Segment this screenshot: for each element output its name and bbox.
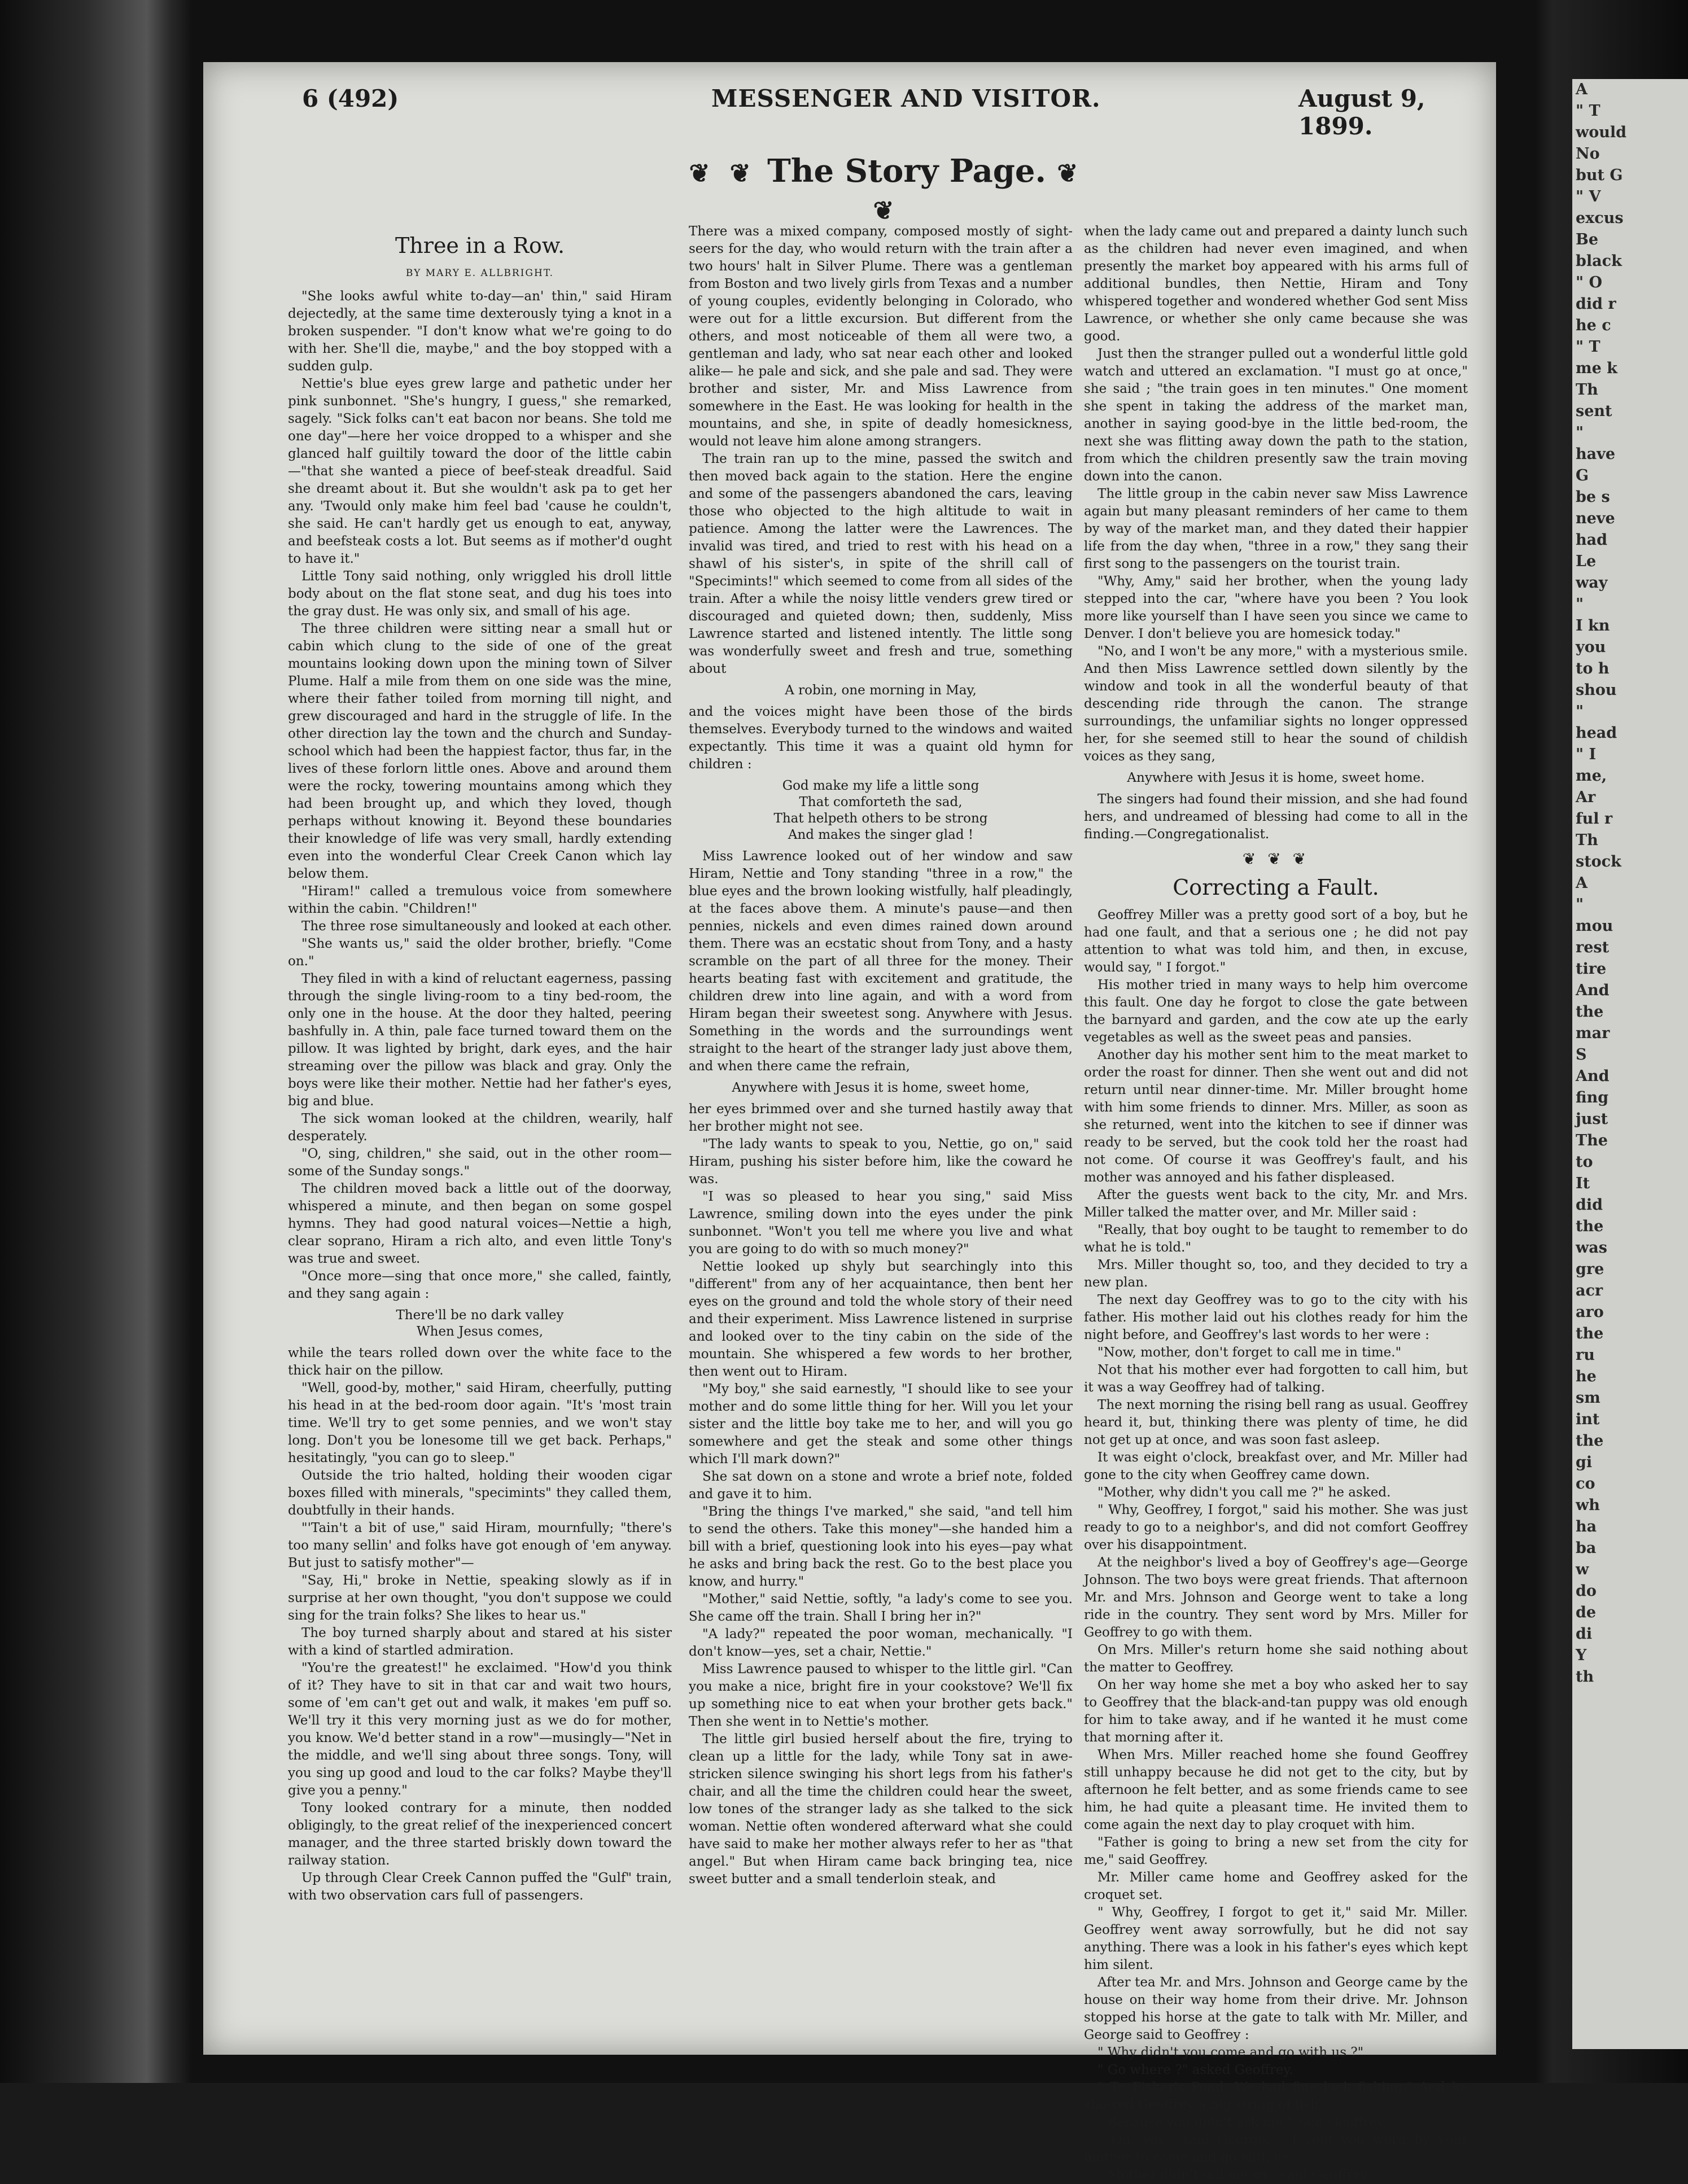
verse-line: That comforteth the sad, bbox=[799, 795, 963, 809]
paragraph: On Mrs. Miller's return home she said nothing about the matter to Geoffrey. bbox=[1084, 1643, 1468, 1675]
fragment-line: And bbox=[1576, 1067, 1610, 1085]
fragment-line: excus bbox=[1576, 209, 1624, 227]
paragraph: After the guests went back to the city, Mr. and Mrs. Miller talked the matter over, and Mr. Miller said : bbox=[1084, 1188, 1468, 1220]
paragraph: The three children were sitting near a small hut or cabin which clung to the side of one of the great mountains looking down upon the mining town of Silver Plume. Half a mile from them on one side was the mine, where their father toiled from morning till night, and grew discouraged and hard in the struggle of life. In the other direction lay the town and the church and Sunday-school which had been the happiest factor, thus far, in the lives of these forlorn little ones. Above and around them were the rocky, towering mountains among which they had been brought up, and which they loved, though perhaps without knowing it. Beyond these boundaries their knowledge of life was very small, hardly extending even into the wonderful Clear Creek Canon which lay below them. bbox=[288, 622, 672, 881]
paragraph: Geoffrey Miller was a pretty good sort of a boy, but he had one fault, and that a serious one ; he did not pay attention to what was told him, and then, in excuse, would say, " I forgot." bbox=[1084, 908, 1468, 975]
fragment-line: me k bbox=[1576, 360, 1617, 377]
paragraph: " Why, Geoffrey, I forgot to get it," said Mr. Miller. Geoffrey went away sorrowfully, but he did not say anything. There was a look in his father's eyes which kept him silent. bbox=[1084, 1905, 1468, 1972]
fragment-line: Th bbox=[1576, 381, 1598, 399]
fragment-line: Th bbox=[1576, 831, 1598, 849]
col3-body-a bbox=[1084, 223, 1468, 765]
paragraph: when the lady came out and prepared a dainty lunch such as the children had never even imagined, and when presently the market boy appeared with his arms full of additional bundles, then Nettie, Hiram and Tony whispered together and wondered whether God sent Miss Lawrence, or whether she only came because she was good. bbox=[1084, 224, 1468, 344]
section-title-text: The Story Page. bbox=[767, 152, 1047, 190]
verse-line: That helpeth others to be strong bbox=[773, 811, 988, 826]
publication-title: MESSENGER AND VISITOR. bbox=[711, 85, 1101, 112]
fragment-line: w bbox=[1576, 1561, 1589, 1578]
fragment-line: was bbox=[1576, 1239, 1607, 1257]
fragment-line: Be bbox=[1576, 231, 1598, 248]
paragraph: There was a mixed company, composed mostly of sight-seers for the day, who would return with the train after a two hours' halt in Silver Plume. There was a gentleman from Boston and two lively girls from Texas and a number of young couples, evidently belonging in Colorado, who were out for a little excursion. But different from the others, and most noticeable of them all were two, a gentleman and lady, who sat near each other and looked alike— he pale and sick, and she pale and sad. They were brother and sister, Mr. and Miss Lawrence from somewhere in the East. He was looking for health in the mountains, and she, in spite of deadly homesickness, would not leave him alone among strangers. bbox=[689, 224, 1073, 449]
fragment-line: I kn bbox=[1576, 617, 1610, 634]
fragment-line: acr bbox=[1576, 1282, 1603, 1299]
fragment-line: It bbox=[1576, 1175, 1590, 1192]
paragraph: Up through Clear Creek Cannon puffed the "Gulf" train, with two observation cars full of passengers. bbox=[288, 1871, 672, 1903]
paragraph: " Because you didn't ask me," said Geoffrey. bbox=[1097, 2115, 1387, 2130]
fragment-line: " bbox=[1576, 424, 1584, 441]
paragraph: while the tears rolled down over the white face to the thick hair on the pillow. bbox=[288, 1346, 672, 1378]
fragment-line: The bbox=[1576, 1132, 1608, 1149]
fragment-line: wh bbox=[1576, 1496, 1600, 1514]
fragment-line: " V bbox=[1576, 188, 1601, 205]
paragraph: When Mrs. Miller reached home she found Geoffrey still unhappy because he did not get to the city, but by afternoon he felt better, and as some friends came to see him, he had quite a pleasant time. He invited them to come again the next day to play croquet with him. bbox=[1084, 1748, 1468, 1832]
paragraph: Mrs. Miller thought so, too, and they decided to try a new plan. bbox=[1084, 1258, 1468, 1290]
fragment-line: have bbox=[1576, 445, 1615, 463]
fragment-line: black bbox=[1576, 252, 1622, 270]
paragraph: The next day Geoffrey was to go to the city with his father. His mother laid out his clothes ready for him the night before, and Geoffrey's last words to her were : bbox=[1084, 1293, 1468, 1342]
fragment-line: he c bbox=[1576, 317, 1611, 334]
paragraph: her eyes brimmed over and she turned hastily away that her brother might not see. bbox=[689, 1102, 1073, 1134]
paragraph: Little Tony said nothing, only wriggled his droll little body about on the flat stone seat, and dug his toes into the gray dust. He was only six, and small of his age. bbox=[288, 569, 672, 619]
adjacent-page-fragment bbox=[1572, 79, 1688, 2049]
paragraph: "Father is going to bring a new set from the city for me," said Geoffrey. bbox=[1084, 1835, 1468, 1867]
paragraph: The sick woman looked at the children, wearily, half desperately. bbox=[288, 1111, 672, 1144]
verse-line: Anywhere with Jesus it is home, sweet home. bbox=[1127, 771, 1425, 785]
fragment-line: A bbox=[1576, 81, 1588, 98]
fragment-line: S bbox=[1576, 1046, 1587, 1063]
fragment-line: ha bbox=[1576, 1518, 1597, 1535]
paragraph: "Once more—sing that once more," she called, faintly, and they sang again : bbox=[288, 1269, 672, 1301]
fragment-line: Ar bbox=[1576, 789, 1596, 806]
verse-line: A robin, one morning in May, bbox=[785, 683, 977, 698]
col2-body-b bbox=[689, 703, 1073, 773]
paragraph: "I was so pleased to hear you sing," said Miss Lawrence, smiling down into the eyes under the pink sunbonnet. "Won't you tell me where you live and what you are going to do with so much money?" bbox=[689, 1189, 1073, 1257]
column-3 bbox=[1084, 223, 1468, 2182]
paragraph: "Mother, why didn't you call me ?" he asked. bbox=[1097, 1485, 1391, 1500]
fragment-line: gi bbox=[1576, 1454, 1593, 1471]
fragment-line: int bbox=[1576, 1411, 1600, 1428]
story2-title: Correcting a Fault. bbox=[1173, 875, 1379, 900]
fragment-line: tire bbox=[1576, 960, 1607, 978]
paragraph: Outside the trio halted, holding their wooden cigar boxes filled with minerals, "specimints" they called them, doubtfully in their hands. bbox=[288, 1468, 672, 1518]
verse-4 bbox=[689, 1080, 1073, 1096]
fragment-line: he bbox=[1576, 1368, 1597, 1385]
paragraph: The train ran up to the mine, passed the switch and then moved back again to the station. Here the engine and some of the passengers abandoned the cars, leaving those who objected to the high altitude to wait in patience. Among the latter were the Lawrences. The invalid was tired, and tried to rest with his head on a shawl of his sister's, in spite of the shrill call of "Specimints!" which seemed to come from all sides of the train. After a while the noisy little venders grew tired or discouraged and quieted down; then, suddenly, Miss Lawrence started and listened intently. The little song was wonderfully sweet and fresh and true, something about bbox=[689, 452, 1073, 676]
fragment-line: di bbox=[1576, 1625, 1593, 1643]
ornament-right-icon: ❦ ❦ bbox=[873, 159, 1084, 225]
fragment-line: gre bbox=[1576, 1260, 1604, 1278]
paragraph: After tea Mr. and Mrs. Johnson and George came by the house on their way home from their drive. Mr. Johnson stopped his horse at the gate to talk with Mr. Miller, and George said to Geoffrey : bbox=[1084, 1975, 1468, 2042]
fragment-line: neve bbox=[1576, 510, 1615, 527]
story2-body bbox=[1084, 907, 1468, 2184]
fragment-line: to bbox=[1576, 1153, 1593, 1171]
fragment-line: " T bbox=[1576, 102, 1600, 120]
fragment-line: the bbox=[1576, 1432, 1604, 1450]
column-2 bbox=[689, 223, 1073, 2041]
story-byline: BY MARY E. ALLBRIGHT. bbox=[405, 268, 554, 279]
fragment-line: A bbox=[1576, 874, 1588, 892]
fragment-line: would bbox=[1576, 124, 1627, 141]
verse-line: There'll be no dark valley bbox=[396, 1308, 564, 1323]
paragraph: "She looks awful white to-day—an' thin," said Hiram dejectedly, at the same time dexterously tying a knot in a broken suspender. "I don't know what we're going to do with her. She'll die, maybe," and the boy stopped with a sudden gulp. bbox=[288, 289, 672, 374]
fragment-line: stock bbox=[1576, 853, 1621, 870]
verse-2 bbox=[689, 682, 1073, 699]
paragraph: Nettie's blue eyes grew large and pathetic under her pink sunbonnet. "She's hungry, I guess," she remarked, sagely. "Sick folks can't eat bacon nor beans. She told me one day"—here her voice dropped to a whisper and she glanced half guiltily toward the door of the little cabin—"that she wanted a piece of beef-steak dreadful. Said she dreamt about it. But she wouldn't ask pa to get her any. 'Twould only make him feel bad 'cause he couldn't, she said. He can't hardly get us enough to eat, anyway, and beefsteak costs a lot. But seems as if mother'd ought to have it." bbox=[288, 377, 672, 566]
col3-body-b bbox=[1084, 791, 1468, 843]
paragraph: "Mother," said Nettie, softly, "a lady's come to see you. She came off the train. Shall I bring her in?" bbox=[689, 1592, 1073, 1624]
verse-line: And makes the singer glad ! bbox=[788, 828, 974, 842]
section-title bbox=[672, 152, 1101, 225]
fragment-line: do bbox=[1576, 1582, 1597, 1600]
page-number: 6 (492) bbox=[302, 85, 399, 112]
paragraph: "No, and I won't be any more," with a mysterious smile. And then Miss Lawrence settled down silently by the window and took in all the wonderful beauty of that descending ride through the canon. The strange surroundings, the unfamiliar sights no longer oppressed her, for she seemed still to hear the sound of childish voices as they sang, bbox=[1084, 644, 1468, 764]
fragment-line: " I bbox=[1576, 746, 1597, 763]
verse-line: God make my life a little song bbox=[782, 778, 979, 793]
paragraph: "Say, Hi," broke in Nettie, speaking slowly as if in surprise at her own thought, "you don't suppose we could sing for the train folks? She likes to hear us." bbox=[288, 1573, 672, 1623]
verse-5 bbox=[1084, 770, 1468, 786]
fragment-line: " bbox=[1576, 896, 1584, 913]
fragment-line: " bbox=[1576, 596, 1584, 613]
fragment-line: And bbox=[1576, 982, 1610, 999]
fragment-line: ful r bbox=[1576, 810, 1613, 828]
paragraph: " Oh, yes," said George, " I sent you word by your mother to come and go with us." bbox=[1084, 2133, 1468, 2165]
verse-3 bbox=[689, 778, 1073, 843]
paragraph: "'Tain't a bit of use," said Hiram, mournfully; "there's too many sellin' and folks have got enough of 'em anyway. But just to satisfy mother"— bbox=[288, 1521, 672, 1570]
paragraph: " To Fisher's Pond. We had fine luck fishing." And he showed Geoffrey a big string of fish. bbox=[1084, 2080, 1468, 2112]
ornament-left-icon: ❦ ❦ bbox=[689, 159, 756, 188]
paragraph: Miss Lawrence paused to whisper to the little girl. "Can you make a nice, bright fire in your cookstove? We'll fix up something nice to eat when your brother gets back." Then she went in to Nettie's mother. bbox=[689, 1662, 1073, 1729]
fragment-line: aro bbox=[1576, 1303, 1604, 1321]
fragment-line: mou bbox=[1576, 917, 1613, 935]
paragraph: The next morning the rising bell rang as usual. Geoffrey heard it, but, thinking there was plenty of time, he did not get up at once, and was soon fast asleep. bbox=[1084, 1398, 1468, 1447]
fragment-line: had bbox=[1576, 531, 1608, 549]
paragraph: The three rose simultaneously and looked at each other. bbox=[301, 919, 672, 934]
fragment-line: mar bbox=[1576, 1025, 1610, 1042]
fragment-line: " bbox=[1576, 703, 1584, 720]
paragraph: "Hiram!" called a tremulous voice from somewhere within the cabin. "Children!" bbox=[288, 884, 672, 916]
fragment-line: fing bbox=[1576, 1089, 1609, 1106]
paragraph: "She wants us," said the older brother, briefly. "Come on." bbox=[288, 936, 672, 969]
fragment-line: to h bbox=[1576, 660, 1610, 677]
fragment-line: sent bbox=[1576, 402, 1612, 420]
page-header bbox=[203, 85, 1496, 140]
fragment-line: ba bbox=[1576, 1539, 1597, 1557]
paragraph: Nettie looked up shyly but searchingly into this "different" from any of her acquaintance, then bent her eyes on the ground and told the whole story of their need and their experiment. Miss Lawrence listened in surprise and looked over to the tiny cabin on the side of the mountain. She whispered a few words to her brother, then went out to Hiram. bbox=[689, 1259, 1073, 1379]
verse-line: Anywhere with Jesus it is home, sweet home, bbox=[732, 1080, 1030, 1095]
fragment-line: ru bbox=[1576, 1346, 1595, 1364]
section-divider-icon: ❦ ❦ ❦ bbox=[1242, 850, 1310, 868]
verse-line: When Jesus comes, bbox=[416, 1324, 543, 1339]
fragment-line: me, bbox=[1576, 767, 1607, 785]
paragraph: The little group in the cabin never saw Miss Lawrence again but many pleasant reminders of her came to them by way of the market man, and they dated their happier life from the day when, "three in a row," they sang their first song to the passengers on the tourist train. bbox=[1084, 487, 1468, 571]
paragraph: "Why, Amy," said her brother, when the young lady stepped into the car, "where have you been ? You look more like yourself than I have seen you since we came to Denver. I don't believe you are homesick today." bbox=[1084, 574, 1468, 641]
paragraph: She sat down on a stone and wrote a brief note, folded and gave it to him. bbox=[689, 1469, 1073, 1502]
paragraph: " Why, Geoffrey, I forgot," said his mother. She was just ready to go to a neighbor's, and did not comfort Geoffrey over his disappointment. bbox=[1084, 1503, 1468, 1552]
paragraph: " Why didn't you come and go with us ?" bbox=[1097, 2045, 1364, 2060]
fragment-line: " O bbox=[1576, 274, 1602, 291]
story-title: Three in a Row. bbox=[395, 233, 565, 258]
fragment-line: you bbox=[1576, 638, 1606, 656]
paragraph: Miss Lawrence looked out of her window and saw Hiram, Nettie and Tony standing "three in a row," the blue eyes and the brown looking wistfully, half pleadingly, at the faces above them. A minute's pause—and then pennies, nickels and even dimes rained down around them. There was an ecstatic shout from Tony, and a hasty scramble on the part of all three for the money. Their hearts beating fast with excitement and gratitude, the children drew into line again, and with a word from Hiram began their sweetest song. Anywhere with Jesus. Something in the words and the surroundings went straight to the heart of the stranger lady just above them, and when there came the refrain, bbox=[689, 849, 1073, 1074]
fragment-line: sm bbox=[1576, 1389, 1600, 1407]
issue-date: August 9, 1899. bbox=[1298, 85, 1425, 140]
fragment-line: just bbox=[1576, 1110, 1608, 1128]
paragraph: At the neighbor's lived a boy of Geoffrey's age—George Johnson. The two boys were great friends. That afternoon Mr. and Mrs. Johnson and George went to take a long ride in the country. They sent word by Mrs. Miller for Geoffrey to go with them. bbox=[1084, 1555, 1468, 1640]
paragraph: "Bring the things I've marked," she said, "and tell him to send the others. Take this money"—she handed him a bill with a brief, questioning look into his eyes—pay what he asks and bring back the rest. Go to the best place you know, and hurry." bbox=[689, 1504, 1073, 1589]
fragment-line: the bbox=[1576, 1325, 1604, 1342]
fragment-line: but G bbox=[1576, 167, 1623, 184]
col2-body-d bbox=[689, 1101, 1073, 1888]
fragment-line: way bbox=[1576, 574, 1608, 592]
fragment-line: the bbox=[1576, 1218, 1604, 1235]
fragment-line: did bbox=[1576, 1196, 1603, 1214]
paragraph: His mother tried in many ways to help him overcome this fault. One day he forgot to close the gate between the barnyard and garden, and the cow ate up the early vegetables as well as the sweet peas and pansies. bbox=[1084, 978, 1468, 1045]
paragraph: The children moved back a little out of the doorway, whispered a minute, and then began on some gospel hymns. They had good natural voices—Nettie a high, clear soprano, Hiram a rich alto, and even little Tony's was true and sweet. bbox=[288, 1181, 672, 1266]
fragment-line: No bbox=[1576, 145, 1600, 163]
paragraph: On her way home she met a boy who asked her to say to Geoffrey that the black-and-tan puppy was old enough for him to take away, and if he wanted it he must come that morning after it. bbox=[1084, 1678, 1468, 1745]
paragraph: and the voices might have been those of the birds themselves. Everybody turned to the windows and waited expectantly. This time it was a quaint old hymn for children : bbox=[689, 704, 1073, 772]
paragraph: Not that his mother ever had forgotten to call him, but it was a way Geoffrey had of talking. bbox=[1084, 1363, 1468, 1395]
paragraph: Mr. Miller came home and Geoffrey asked for the croquet set. bbox=[1084, 1870, 1468, 1902]
paragraph: Just then the stranger pulled out a wonderful little gold watch and uttered an exclamation. "I must go at once," she said ; "the train goes in ten minutes." One moment she spent in taking the address of the market man, another in saying good-bye in the little bed-room, the next she was flitting away down the path to the station, from which the children presently saw the train moving down into the canon. bbox=[1084, 347, 1468, 484]
paragraph: They filed in with a kind of reluctant eagerness, passing through the single living-room to a tiny bed-room, the only one in the house. At the door they halted, peering bashfully in. A thin, pale face turned toward them on the pillow. It was lighted by bright, dark eyes, and the hair streaming over the pillow was black and gray. Only the boys were like their mother. Nettie had her father's eyes, big and blue. bbox=[288, 971, 672, 1109]
col2-body-a bbox=[689, 223, 1073, 678]
paragraph: The little girl busied herself about the fire, trying to clean up a little for the lady, while Tony sat in awe-stricken silence swinging his short legs from his father's chair, and all the time the children could hear the sweet, low tones of the stranger lady as she talked to the sick woman. Nettie often wondered afterward what she could have said to make her mother always refer to her as "that angel." But when Hiram came back bringing tea, nice sweet butter and a small tenderloin steak, and bbox=[689, 1732, 1073, 1887]
fragment-line: Le bbox=[1576, 553, 1597, 570]
fragment-line: G bbox=[1576, 467, 1589, 484]
paragraph: " Mother didn't tell me so," said Geoffrey. bbox=[1097, 2168, 1371, 2182]
fragment-line: th bbox=[1576, 1668, 1594, 1686]
fragment-line: " T bbox=[1576, 338, 1600, 356]
paragraph: It was eight o'clock, breakfast over, and Mr. Miller had gone to the city when Geoffrey came down. bbox=[1084, 1450, 1468, 1482]
fragment-line: Y bbox=[1576, 1647, 1587, 1664]
fragment-line: rest bbox=[1576, 939, 1610, 956]
paragraph: "A lady?" repeated the poor woman, mechanically. "I don't know—yes, set a chair, Nettie." bbox=[689, 1627, 1073, 1659]
paragraph: The singers had found their mission, and she had found hers, and undreamed of blessing had come to all in the finding.—Congregationalist. bbox=[1084, 792, 1468, 842]
fragment-line: shou bbox=[1576, 681, 1617, 699]
paragraph: "You're the greatest!" he exclaimed. "How'd you think of it? They have to sit in that car and wait two hours, some of 'em can't get out and walk, it makes 'em puff so. We'll try it this very morning just as we do for mother, you know. We'd better stand in a row"—musingly—"Net in the middle, and we'll sing about three songs. Tony, will you sing up good and loud to the car folks? Maybe they'll give you a penny." bbox=[288, 1661, 672, 1798]
col1-body-b bbox=[288, 1345, 672, 1905]
fragment-line: de bbox=[1576, 1604, 1597, 1621]
paragraph: "My boy," she said earnestly, "I should like to see your mother and do some little thing for her. Will you let your sister and the little boy take me to her, and will you go somewhere and get the steak and some other things which I'll mark down?" bbox=[689, 1382, 1073, 1467]
verse-1 bbox=[288, 1307, 672, 1340]
paragraph: The boy turned sharply about and stared at his sister with a kind of startled admiration. bbox=[288, 1626, 672, 1658]
newspaper-page bbox=[203, 62, 1496, 2182]
paragraph: Tony looked contrary for a minute, then nodded obligingly, to the great relief of the inexperienced concert manager, and the three started briskly down toward the railway station. bbox=[288, 1801, 672, 1868]
fragment-line: co bbox=[1576, 1475, 1595, 1493]
paragraph: "Well, good-by, mother," said Hiram, cheerfully, putting his head in at the bed-room door again. "It's 'most train time. We'll try to get some pennies, and we won't stay long. Don't you be lonesome till we get back. Perhaps," hesitatingly, "you can go to sleep." bbox=[288, 1381, 672, 1465]
col2-body-c bbox=[689, 848, 1073, 1075]
paragraph: "Now, mother, don't forget to call me in time." bbox=[1097, 1345, 1402, 1360]
column-1 bbox=[288, 226, 672, 2043]
paragraph: "The lady wants to speak to you, Nettie, go on," said Hiram, pushing his sister before him, like the coward he was. bbox=[689, 1137, 1073, 1187]
paragraph: "Really, that boy ought to be taught to remember to do what he is told." bbox=[1084, 1223, 1468, 1255]
paragraph: " Go where ?" asked Geoffrey. bbox=[1097, 2063, 1293, 2077]
col1-body-a bbox=[288, 288, 672, 1303]
fragment-line: the bbox=[1576, 1003, 1604, 1021]
paragraph: Another day his mother sent him to the meat market to order the roast for dinner. Then she went out and did not return until near dinner-time. Mr. Miller brought home with him some friends to dinner. Mrs. Miller, as soon as she returned, went into the kitchen to see if dinner was ready to be served, but the cook told her the roast had not come. Of course it was Geoffrey's fault, and his mother was annoyed and his father displeased. bbox=[1084, 1048, 1468, 1185]
fragment-line: did r bbox=[1576, 295, 1616, 313]
fragment-line: head bbox=[1576, 724, 1617, 742]
fragment-line: be s bbox=[1576, 488, 1610, 506]
paragraph: "O, sing, children," she said, out in the other room—some of the Sunday songs." bbox=[288, 1146, 672, 1179]
